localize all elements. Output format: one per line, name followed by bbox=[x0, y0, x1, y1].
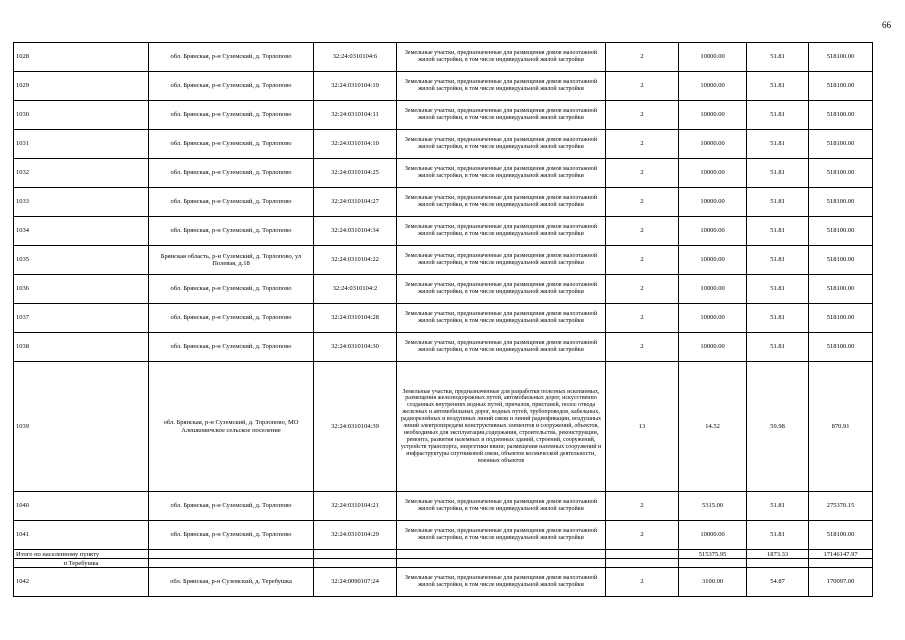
row-purpose: Земельные участки, предназначенные для размещения домов малоэтажной жилой застройки, в том числе индивидуальной жилой застройки bbox=[397, 130, 606, 159]
row-cadastral-number: 32:24:0310104:30 bbox=[314, 333, 397, 362]
row-number: 1041 bbox=[14, 521, 149, 550]
table-row bbox=[14, 246, 873, 275]
row-number: 1042 bbox=[14, 568, 149, 597]
row-cadastral-value: 518100.00 bbox=[809, 217, 873, 246]
table-body bbox=[14, 43, 873, 597]
table-row bbox=[14, 217, 873, 246]
row-purpose: Земельные участки, предназначенные для размещения домов малоэтажной жилой застройки, в том числе индивидуальной жилой застройки bbox=[397, 43, 606, 72]
row-purpose: Земельные участки, предназначенные для размещения домов малоэтажной жилой застройки, в том числе индивидуальной жилой застройки bbox=[397, 217, 606, 246]
row-address: обл. Брянская, р-н Суземский, д. Торлопово bbox=[149, 521, 314, 550]
row-area: 10000.00 bbox=[679, 130, 747, 159]
empty-cell bbox=[314, 550, 397, 559]
table-row bbox=[14, 275, 873, 304]
row-rate: 51.81 bbox=[747, 246, 809, 275]
row-purpose: Земельные участки, предназначенные для размещения домов малоэтажной жилой застройки, в том числе индивидуальной жилой застройки bbox=[397, 159, 606, 188]
table-row bbox=[14, 188, 873, 217]
row-address: обл. Брянская, р-н Суземский, д. Торлопово bbox=[149, 101, 314, 130]
row-group: 2 bbox=[606, 101, 679, 130]
row-number: 1037 bbox=[14, 304, 149, 333]
total-area: 515375.95 bbox=[679, 550, 747, 559]
empty-cell bbox=[747, 559, 809, 568]
row-area: 5315.00 bbox=[679, 492, 747, 521]
row-cadastral-value: 870.91 bbox=[809, 362, 873, 492]
row-address: обл. Брянская, р-н Суземский, д. Торлопово bbox=[149, 492, 314, 521]
row-group: 2 bbox=[606, 568, 679, 597]
empty-cell bbox=[149, 559, 314, 568]
row-address: обл. Брянская, р-н Суземский, д. Торлопово bbox=[149, 159, 314, 188]
row-address: обл. Брянская, р-н Суземский, д. Торлопово bbox=[149, 130, 314, 159]
row-cadastral-number: 32:24:0310104:2 bbox=[314, 275, 397, 304]
row-number: 1032 bbox=[14, 159, 149, 188]
row-address: обл. Брянская, р-н Суземский, д. Торлопово bbox=[149, 333, 314, 362]
row-address: Брянская область, р-н Суземский, д. Торлопово, ул Полевая, д.18 bbox=[149, 246, 314, 275]
row-number: 1038 bbox=[14, 333, 149, 362]
row-rate: 51.81 bbox=[747, 521, 809, 550]
row-cadastral-number: 32:24:0090107:24 bbox=[314, 568, 397, 597]
row-purpose: Земельные участки, предназначенные для размещения домов малоэтажной жилой застройки, в том числе индивидуальной жилой застройки bbox=[397, 246, 606, 275]
row-cadastral-number: 32:24:0310104:25 bbox=[314, 159, 397, 188]
row-area: 14.52 bbox=[679, 362, 747, 492]
section-label: п Теребушка bbox=[14, 559, 149, 568]
empty-cell bbox=[679, 559, 747, 568]
row-rate: 51.81 bbox=[747, 188, 809, 217]
total-rate: 1873.33 bbox=[747, 550, 809, 559]
row-number: 1028 bbox=[14, 43, 149, 72]
row-area: 10000.00 bbox=[679, 333, 747, 362]
row-area: 10000.00 bbox=[679, 246, 747, 275]
empty-cell bbox=[397, 550, 606, 559]
row-cadastral-number: 32:24:0310104:10 bbox=[314, 130, 397, 159]
total-label: Итого по населенному пункту bbox=[14, 550, 149, 559]
row-group: 2 bbox=[606, 492, 679, 521]
row-rate: 51.81 bbox=[747, 130, 809, 159]
table-row bbox=[14, 101, 873, 130]
page-number: 66 bbox=[882, 20, 891, 30]
row-cadastral-number: 32:24:0310104:39 bbox=[314, 362, 397, 492]
table-row bbox=[14, 130, 873, 159]
row-group: 2 bbox=[606, 130, 679, 159]
table-row bbox=[14, 304, 873, 333]
row-address: обл. Брянская, р-н Суземский, д. Теребушка bbox=[149, 568, 314, 597]
row-cadastral-value: 518100.00 bbox=[809, 159, 873, 188]
row-number: 1036 bbox=[14, 275, 149, 304]
row-address: обл. Брянская, р-н Суземский, д. Торлопово bbox=[149, 275, 314, 304]
empty-cell bbox=[606, 550, 679, 559]
row-cadastral-value: 518100.00 bbox=[809, 72, 873, 101]
row-number: 1031 bbox=[14, 130, 149, 159]
row-area: 10000.00 bbox=[679, 72, 747, 101]
row-purpose: Земельные участки, предназначенные для размещения домов малоэтажной жилой застройки, в том числе индивидуальной жилой застройки bbox=[397, 333, 606, 362]
row-rate: 51.81 bbox=[747, 43, 809, 72]
row-purpose: Земельные участки, предназначенные для размещения домов малоэтажной жилой застройки, в том числе индивидуальной жилой застройки bbox=[397, 275, 606, 304]
row-purpose: Земельные участки, предназначенные для размещения домов малоэтажной жилой застройки, в том числе индивидуальной жилой застройки bbox=[397, 72, 606, 101]
row-area: 10000.00 bbox=[679, 101, 747, 130]
table-row bbox=[14, 43, 873, 72]
row-number: 1040 bbox=[14, 492, 149, 521]
row-address: обл. Брянская, р-н Суземский, д. Торлопово, МО Алешковичское сельское поселение bbox=[149, 362, 314, 492]
row-number: 1034 bbox=[14, 217, 149, 246]
row-address: обл. Брянская, р-н Суземский, д. Торлопово bbox=[149, 43, 314, 72]
row-cadastral-number: 32:24:0310104:29 bbox=[314, 521, 397, 550]
row-cadastral-number: 32:24:0310104:19 bbox=[314, 72, 397, 101]
row-area: 10000.00 bbox=[679, 188, 747, 217]
row-area: 10000.00 bbox=[679, 304, 747, 333]
row-rate: 59.98 bbox=[747, 362, 809, 492]
row-address: обл. Брянская, р-н Суземский, д. Торлопово bbox=[149, 72, 314, 101]
row-number: 1039 bbox=[14, 362, 149, 492]
section-row bbox=[14, 559, 873, 568]
total-row bbox=[14, 550, 873, 559]
row-purpose: Земельные участки, предназначенные для разработки полезных ископаемых, размещения железнодорожных путей, автомобильных дорог, искусственно созданных внутренних водных путей, причалов, пристаней, полос отвода железных и автомобильных дорог, водных путей, трубопроводов, кабельных, радиорелейных и воздушных линий связи и линий радиофикации, воздушных линий электропередачи конструктивных элементов и сооружений, объектов, необходимых для эксплуатации,содержания, строительства, реконструкции, ремонта, развития наземных и подземных зданий, строений, сооружений, устройств транспорта, энергетики ввязи; размещения наземных сооружений и инфраструктуры спутниковой связи, объектов космической деятельности, военных объектов bbox=[397, 362, 606, 492]
row-number: 1033 bbox=[14, 188, 149, 217]
row-rate: 51.81 bbox=[747, 333, 809, 362]
row-group: 2 bbox=[606, 188, 679, 217]
row-area: 10000.00 bbox=[679, 217, 747, 246]
row-rate: 51.81 bbox=[747, 159, 809, 188]
row-group: 2 bbox=[606, 521, 679, 550]
table-row bbox=[14, 72, 873, 101]
row-rate: 51.81 bbox=[747, 275, 809, 304]
row-area: 3100.00 bbox=[679, 568, 747, 597]
row-cadastral-number: 32:24:0310104:22 bbox=[314, 246, 397, 275]
row-purpose: Земельные участки, предназначенные для размещения домов малоэтажной жилой застройки, в том числе индивидуальной жилой застройки bbox=[397, 521, 606, 550]
row-cadastral-number: 32:24:0310104:21 bbox=[314, 492, 397, 521]
row-area: 10000.00 bbox=[679, 43, 747, 72]
table-row bbox=[14, 492, 873, 521]
empty-cell bbox=[149, 550, 314, 559]
row-cadastral-value: 275370.15 bbox=[809, 492, 873, 521]
empty-cell bbox=[809, 559, 873, 568]
row-cadastral-value: 518100.00 bbox=[809, 246, 873, 275]
row-number: 1035 bbox=[14, 246, 149, 275]
row-cadastral-number: 32:24:0310104:6 bbox=[314, 43, 397, 72]
row-cadastral-value: 518100.00 bbox=[809, 188, 873, 217]
empty-cell bbox=[397, 559, 606, 568]
empty-cell bbox=[314, 559, 397, 568]
row-group: 2 bbox=[606, 275, 679, 304]
table-row bbox=[14, 362, 873, 492]
row-rate: 54.87 bbox=[747, 568, 809, 597]
row-rate: 51.81 bbox=[747, 72, 809, 101]
cadastral-table bbox=[13, 42, 873, 597]
row-group: 2 bbox=[606, 246, 679, 275]
row-cadastral-value: 170097.00 bbox=[809, 568, 873, 597]
row-address: обл. Брянская, р-н Суземский, д. Торлопово bbox=[149, 217, 314, 246]
row-area: 10000.00 bbox=[679, 159, 747, 188]
row-cadastral-value: 518100.00 bbox=[809, 521, 873, 550]
row-cadastral-value: 518100.00 bbox=[809, 130, 873, 159]
row-group: 2 bbox=[606, 72, 679, 101]
row-cadastral-number: 32:24:0310104:28 bbox=[314, 304, 397, 333]
row-group: 2 bbox=[606, 217, 679, 246]
row-purpose: Земельные участки, предназначенные для размещения домов малоэтажной жилой застройки, в том числе индивидуальной жилой застройки bbox=[397, 492, 606, 521]
row-area: 10000.00 bbox=[679, 275, 747, 304]
row-group: 2 bbox=[606, 333, 679, 362]
row-address: обл. Брянская, р-н Суземский, д. Торлопово bbox=[149, 188, 314, 217]
table-row bbox=[14, 333, 873, 362]
row-cadastral-value: 518100.00 bbox=[809, 43, 873, 72]
row-purpose: Земельные участки, предназначенные для размещения домов малоэтажной жилой застройки, в том числе индивидуальной жилой застройки bbox=[397, 101, 606, 130]
row-cadastral-value: 518100.00 bbox=[809, 275, 873, 304]
row-cadastral-value: 518100.00 bbox=[809, 101, 873, 130]
row-cadastral-value: 518100.00 bbox=[809, 304, 873, 333]
row-rate: 51.81 bbox=[747, 492, 809, 521]
row-group: 2 bbox=[606, 159, 679, 188]
table-row bbox=[14, 568, 873, 597]
row-rate: 51.81 bbox=[747, 304, 809, 333]
table-row bbox=[14, 521, 873, 550]
row-purpose: Земельные участки, предназначенные для размещения домов малоэтажной жилой застройки, в том числе индивидуальной жилой застройки bbox=[397, 188, 606, 217]
row-cadastral-number: 32:24:0310104:11 bbox=[314, 101, 397, 130]
row-purpose: Земельные участки, предназначенные для размещения домов малоэтажной жилой застройки, в том числе индивидуальной жилой застройки bbox=[397, 304, 606, 333]
row-cadastral-value: 518100.00 bbox=[809, 333, 873, 362]
row-group: 2 bbox=[606, 304, 679, 333]
row-group: 2 bbox=[606, 43, 679, 72]
total-value: 17146147.97 bbox=[809, 550, 873, 559]
row-rate: 51.81 bbox=[747, 217, 809, 246]
row-area: 10000.00 bbox=[679, 521, 747, 550]
row-purpose: Земельные участки, предназначенные для размещения домов малоэтажной жилой застройки, в том числе индивидуальной жилой застройки bbox=[397, 568, 606, 597]
row-group: 13 bbox=[606, 362, 679, 492]
row-number: 1029 bbox=[14, 72, 149, 101]
row-rate: 51.81 bbox=[747, 101, 809, 130]
row-address: обл. Брянская, р-н Суземский, д. Торлопово bbox=[149, 304, 314, 333]
empty-cell bbox=[606, 559, 679, 568]
table-row bbox=[14, 159, 873, 188]
row-cadastral-number: 32:24:0310104:27 bbox=[314, 188, 397, 217]
row-number: 1030 bbox=[14, 101, 149, 130]
row-cadastral-number: 32:24:0310104:34 bbox=[314, 217, 397, 246]
